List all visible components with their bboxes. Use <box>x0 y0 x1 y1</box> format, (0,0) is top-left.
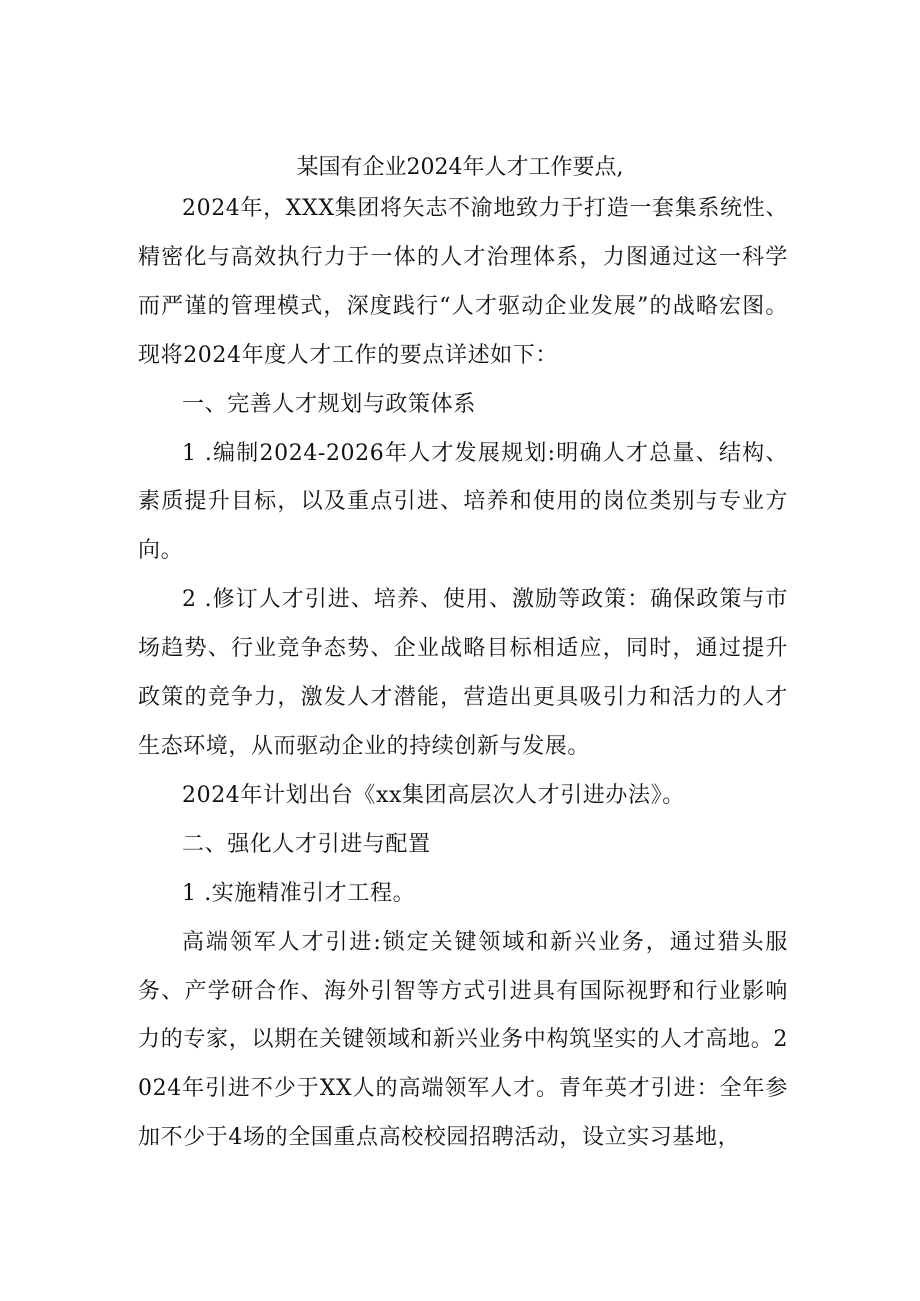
talent-introduction-paragraph: 高端领军人才引进:锁定关键领域和新兴业务，通过猎头服务、产学研合作、海外引智等方式引进具有国际视野和行业影响力的专家，以期在关键领域和新兴业务中构筑坚实的人才高地。2024年引进不少于XX人的高端领军人才。青年英才引进：全年参加不少于4场的全国重点高校校园招聘活动，设立实习基地， <box>138 929 788 1151</box>
list-item-planning: 1 .编制2024-2026年人才发展规划:明确人才总量、结构、素质提升目标，以及重点引进、培养和使用的岗位类别与专业方向。 <box>138 440 788 564</box>
document-body <box>138 185 788 1163</box>
list-item-policy: 2 .修订人才引进、培养、使用、激励等政策：确保政策与市场趋势、行业竞争态势、企业战略目标相适应，同时，通过提升政策的竞争力，激发人才潜能，营造出更具吸引力和活力的人才生态环境，从而驱动企业的持续创新与发展。 <box>138 587 788 759</box>
section-heading-1: 一、完善人才规划与政策体系 <box>182 391 476 417</box>
section-heading-2: 二、强化人才引进与配置 <box>182 831 431 857</box>
plan-paragraph: 2024年计划出台《xx集团高层次人才引进办法》。 <box>182 782 685 808</box>
intro-paragraph: 2024年，XXX集团将矢志不渝地致力于打造一套集系统性、精密化与高效执行力于一体的人才治理体系，力图通过这一科学而严谨的管理模式，深度践行“人才驱动企业发展”的战略宏图。现将2024年度人才工作的要点详述如下： <box>138 196 788 368</box>
document-title: 某国有企业2024年人才工作要点, <box>296 155 624 180</box>
list-item-talent-program: 1 .实施精准引才工程。 <box>182 880 416 906</box>
